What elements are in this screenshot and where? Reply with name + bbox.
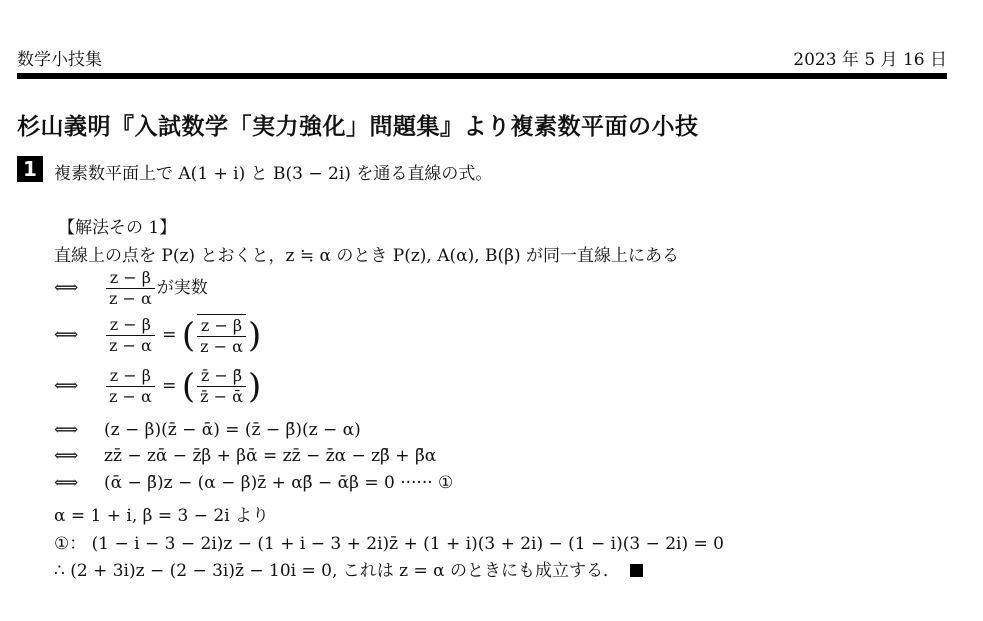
step-line-equation	[54, 473, 453, 493]
left-paren: (	[181, 315, 196, 356]
equals-sign: =	[162, 325, 177, 345]
equation: (1 − i − 3 − 2i)z − (1 + i − 3 + 2i)z̄ + (1 + i)(3 + 2i) − (1 − i)(3 − 2i) = 0	[91, 534, 724, 554]
header-date: 2023 年 5 月 16 日	[793, 50, 947, 70]
equation: zz̄ − zᾱ − z̄β + βᾱ = zz̄ − z̄α − zβ̄ + β̄α	[104, 446, 437, 466]
step-cross-multiply	[54, 420, 361, 440]
iff-symbol: ⟺	[54, 420, 79, 440]
conclusion-text: ∴ (2 + 3i)z − (2 − 3i)z̄ − 10i = 0, これは z = α のときにも成立する．	[54, 561, 621, 581]
fraction-denominator: z − α	[109, 289, 152, 308]
fraction-numerator: z − β	[106, 268, 155, 289]
right-paren: )	[247, 315, 262, 356]
qed-square-icon	[630, 564, 643, 577]
page-title: 杉山義明『入試数学「実力強化」問題集』より複素数平面の小技	[17, 114, 699, 140]
iff-symbol: ⟺	[54, 325, 79, 345]
fraction-numerator: z − β	[106, 315, 155, 336]
conclusion	[54, 556, 643, 581]
conjugate-fraction	[197, 314, 246, 357]
step-real	[54, 268, 208, 309]
left-paren: (	[181, 366, 196, 407]
iff-symbol: ⟺	[54, 278, 79, 298]
fraction-denominator: z − α	[109, 387, 152, 406]
header-title: 数学小技集	[17, 50, 102, 70]
step-conjugate	[54, 314, 261, 357]
expanded-equation	[54, 529, 724, 554]
fraction-denominator: z̄ − ᾱ	[200, 387, 243, 406]
equals-sign: =	[162, 376, 177, 396]
fraction-numerator: z − β	[106, 366, 155, 387]
bar-fraction	[197, 366, 246, 407]
problem-number-badge: 1	[17, 156, 43, 182]
equation: (z − β)(z̄ − ᾱ) = (z̄ − β̄)(z − α)	[104, 420, 361, 440]
iff-symbol: ⟺	[54, 376, 79, 396]
problem-statement: 複素数平面上で A(1 + i) と B(3 − 2i) を通る直線の式。	[54, 164, 493, 184]
fraction	[106, 268, 155, 309]
iff-symbol: ⟺	[54, 473, 79, 493]
fraction-denominator: z − α	[200, 337, 243, 356]
circled-one-label: ①：	[54, 534, 87, 554]
step-expand	[54, 446, 436, 466]
fraction-numerator: z̄ − β̄	[197, 366, 246, 387]
fraction-denominator: z − α	[109, 336, 152, 355]
solution-intro: 直線上の点を P(z) とおくと，z ≒ α のとき P(z), A(α), B(β) が同一直線上にある	[54, 246, 680, 266]
iff-symbol: ⟺	[54, 446, 79, 466]
real-text: が実数	[156, 278, 208, 298]
fraction-numerator: z − β	[197, 316, 246, 337]
header-rule	[17, 73, 947, 79]
fraction	[106, 315, 155, 356]
right-paren: )	[247, 366, 262, 407]
equation: (ᾱ − β̄)z − (α − β)z̄ + αβ̄ − ᾱβ = 0 ······ ①	[104, 473, 454, 493]
solution-heading: 【解法その 1】	[58, 218, 177, 238]
step-split-conjugate	[54, 366, 261, 407]
fraction	[106, 366, 155, 407]
substitution-text: α = 1 + i, β = 3 − 2i より	[54, 506, 270, 526]
